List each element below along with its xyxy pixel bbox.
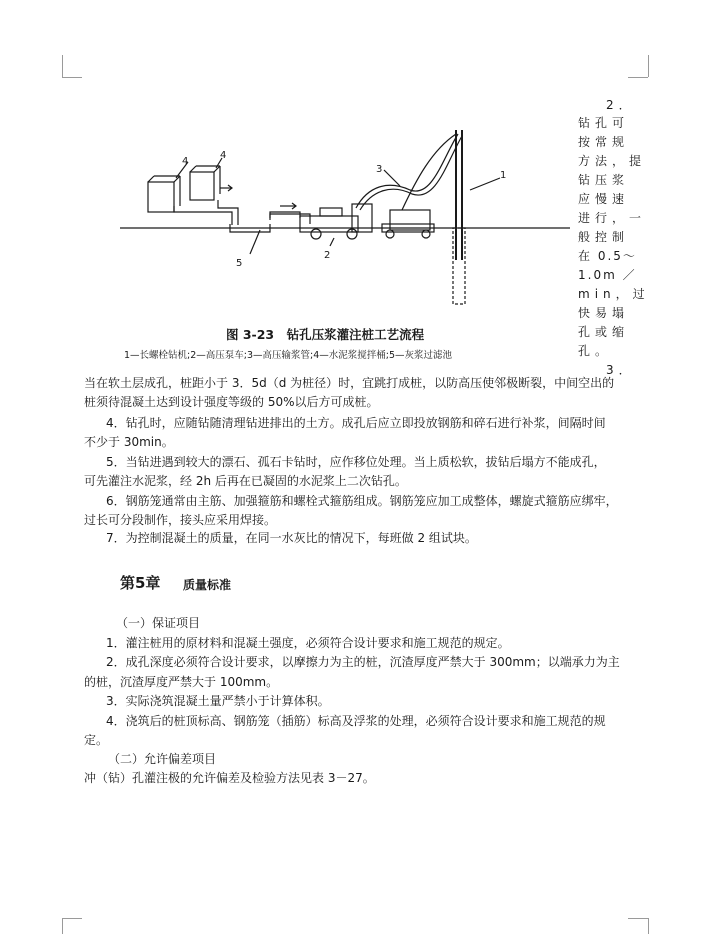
- quality-line: 定。: [84, 733, 109, 747]
- quality-line: （一）保证项目: [116, 616, 201, 630]
- quality-line: 3．实际浇筑混凝土量严禁小于计算体积。: [106, 694, 330, 708]
- body-line: 不少于 30min。: [84, 435, 174, 449]
- quality-line: （二）允许偏差项目: [108, 752, 217, 766]
- quality-line: 2．成孔深度必须符合设计要求，以摩擦力为主的桩，沉渣厚度严禁大于 300mm；以端承力为主: [106, 655, 620, 669]
- figure-legend: 1—长螺栓钻机;2—高压泵车;3—高压输浆管;4—水泥浆搅拌桶;5—灰浆过滤池: [124, 350, 453, 361]
- side-text-line: min，过: [578, 287, 650, 301]
- body-line: 过长可分段制作，接头应采用焊接。: [84, 513, 277, 527]
- body-line: 桩须待混凝土达到设计强度等级的 50%以后方可成桩。: [84, 395, 379, 409]
- side-text-line: 快易塌: [578, 306, 630, 320]
- side-text-line: 在 0.5～: [578, 249, 637, 263]
- drilling-rig: [390, 210, 430, 230]
- figure-label: 1: [500, 170, 507, 181]
- body-line: 6．钢筋笼通常由主筋、加强箍筋和螺栓式箍筋组成。钢筋笼应加工成整体，螺旋式箍筋应绑牢，: [106, 494, 618, 508]
- pile-hole: [453, 228, 465, 304]
- figure-label: 4: [220, 150, 227, 161]
- crop-mark: [628, 918, 648, 919]
- body-line: 7．为控制混凝土的质量，在同一水灰比的情况下，每班做 2 组试块。: [106, 531, 477, 545]
- side-text-line: 按常规: [578, 135, 630, 149]
- figure-label: 3: [376, 164, 383, 175]
- side-text-line: 般控制: [578, 230, 630, 244]
- quality-line: 1．灌注桩用的原材料和混凝土强度，必须符合设计要求和施工规范的规定。: [106, 636, 510, 650]
- body-line: 4．钻孔时，应随钻随清理钻进排出的土方。成孔后应立即投放钢筋和碎石进行补浆，间隔时间: [106, 416, 606, 430]
- body-line: 当在软土层成孔，桩距小于 3．5d（d 为桩径）时，宜跳打成桩，以防高压使邻极断裂，中间空出的: [84, 376, 615, 390]
- quality-line: 的桩，沉渣厚度严禁大于 100mm。: [84, 675, 279, 689]
- crop-mark: [62, 918, 63, 934]
- side-text-line: 进行，一: [578, 211, 647, 225]
- truck-wheel: [311, 229, 321, 239]
- figure-caption: 图 3-23 钻孔压浆灌注桩工艺流程: [226, 327, 425, 342]
- side-text-line: 方法，提: [578, 154, 647, 168]
- side-text-line: 钻压浆: [578, 173, 630, 187]
- crop-mark: [62, 918, 82, 919]
- side-text-line: 3．: [606, 363, 636, 377]
- side-text-line: 1.0m ／: [578, 268, 637, 282]
- mixing-tank: [190, 172, 214, 200]
- figure-label: 5: [236, 258, 243, 269]
- side-text-line: 钻孔可: [578, 116, 630, 130]
- pile-process-diagram: [120, 120, 570, 320]
- side-text-line: 孔或缩: [578, 325, 630, 339]
- crop-mark: [648, 918, 649, 934]
- quality-line: 4．浇筑后的桩顶标高、钢筋笼（插筋）标高及浮浆的处理，必须符合设计要求和施工规范的规: [106, 714, 606, 728]
- side-text-line: 孔。: [578, 344, 613, 358]
- quality-line: 冲（钻）孔灌注极的允许偏差及检验方法见表 3－27。: [84, 771, 375, 785]
- crop-mark: [648, 55, 649, 77]
- mixing-tank: [148, 182, 174, 212]
- crop-mark: [62, 55, 63, 77]
- side-text-line: 应慢速: [578, 192, 630, 206]
- figure-label: 2: [324, 250, 331, 261]
- figure-label: 4: [182, 156, 189, 167]
- body-line: 5．当钻进遇到较大的漂石、孤石卡钻时，应作移位处理。当上质松软，拔钻后塌方不能成孔，: [106, 455, 606, 469]
- body-line: 可先灌注水泥浆，经 2h 后再在已凝固的水泥浆上二次钻孔。: [84, 474, 407, 488]
- crop-mark: [62, 77, 82, 78]
- crop-mark: [628, 77, 648, 78]
- side-text-line: 2．: [606, 98, 636, 112]
- chapter-title: 质量标准: [183, 578, 232, 592]
- chapter-number: 第5章: [120, 574, 161, 592]
